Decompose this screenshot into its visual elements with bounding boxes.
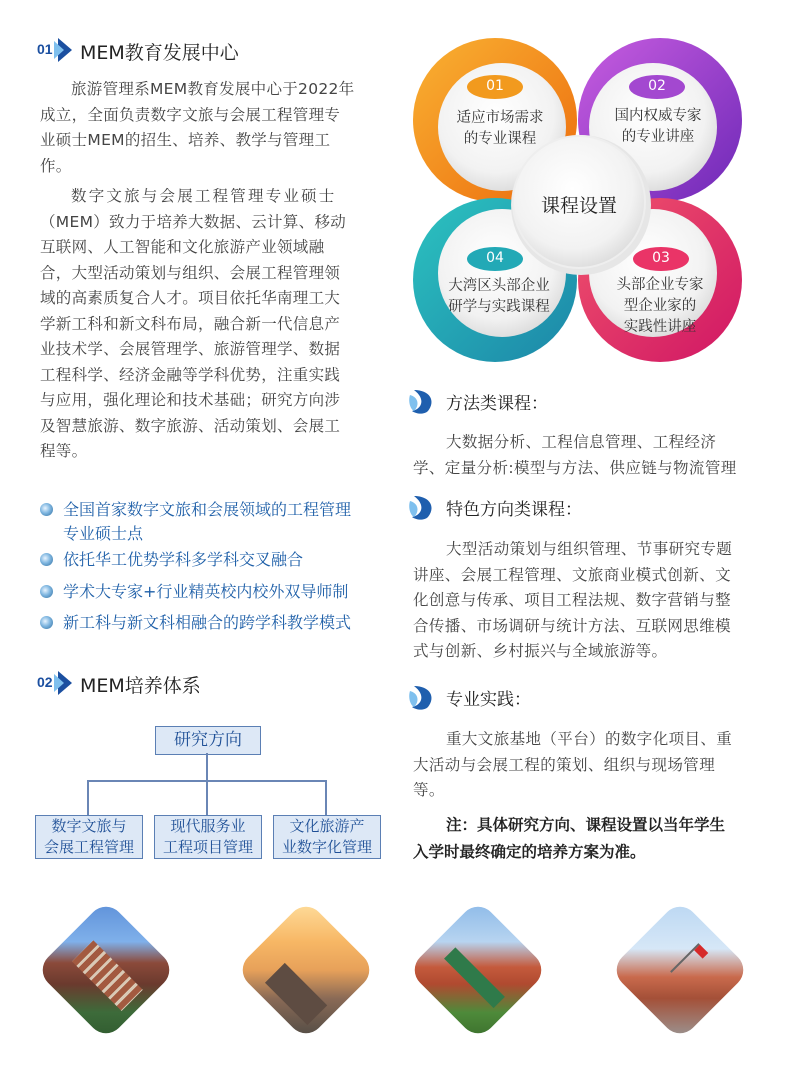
org-child-line: 会展工程管理 (43, 838, 134, 856)
swoosh-icon (408, 387, 438, 415)
feature-bullet (40, 498, 351, 546)
org-child-box (273, 815, 381, 859)
bullet-dot-icon (40, 585, 53, 598)
bullet-text-line: 学术大专家+行业精英校内校外双导师制 (63, 582, 349, 601)
curriculum-center-label: 课程设置 (540, 195, 617, 217)
petal-text-03 (600, 275, 720, 338)
petal-text-02 (598, 106, 718, 148)
bullet-text-line: 专业硕士点 (63, 524, 144, 543)
campus-photo-1 (35, 899, 176, 1040)
practice-title: 专业实践： (446, 689, 531, 710)
para2-line: 域的高素质复合人才。项目依托华南理工大 (40, 289, 341, 307)
practice-body (413, 727, 758, 804)
practice-line: 重大文旅基地（平台）的数字化项目、重 (446, 730, 733, 748)
featured-title: 特色方向类课程： (446, 499, 582, 520)
section1-number: 01 (37, 41, 53, 57)
para1-line: 业硕士MEM的招生、培养、教学与管理工 (40, 131, 331, 149)
swoosh-icon (408, 683, 438, 711)
petal-line: 的专业讲座 (621, 129, 695, 145)
para2-line: 互联网、人工智能和文化旅游产业领域融 (40, 238, 325, 256)
org-child-line: 业数字化管理 (281, 838, 372, 856)
petal-number-02: 02 (648, 78, 666, 94)
petal-number-04: 04 (486, 250, 504, 266)
methods-line: 学、定量分析:模型与方法、供应链与物流管理 (413, 458, 737, 477)
section2-arrow-accent-icon (54, 674, 64, 692)
petal-line: 实践性讲座 (623, 319, 697, 335)
intro-paragraph-1 (40, 77, 380, 179)
org-child-line: 数字文旅与 (51, 817, 127, 835)
org-child-box (154, 815, 262, 859)
petal-line: 适应市场需求 (456, 110, 544, 126)
campus-photo-2 (235, 899, 376, 1040)
feature-bullet (40, 548, 303, 572)
featured-body (413, 537, 758, 665)
para2-line: 工程科学、经济金融等学科优势，注重实践 (40, 365, 341, 384)
bullet-dot-icon (40, 503, 53, 516)
petal-line: 大湾区头部企业 (448, 278, 550, 294)
feature-bullet (40, 580, 348, 604)
petal-number-03: 03 (652, 250, 670, 266)
petal-text-01 (440, 108, 560, 150)
org-root-box (155, 726, 261, 755)
note-line: 注：具体研究方向、课程设置以当年学生 (446, 816, 726, 834)
section1-title: MEM教育发展中心 (80, 42, 239, 64)
org-connector (206, 753, 208, 781)
para1-line: 旅游管理系MEM教育发展中心于2022年 (71, 80, 355, 98)
bullet-text-line: 依托华工优势学科多学科交叉融合 (63, 550, 304, 569)
swoosh-icon (408, 493, 438, 521)
methods-body (413, 430, 758, 481)
note-text (413, 812, 758, 866)
petal-line: 国内权威专家 (614, 108, 702, 124)
featured-line: 合传播、市场调研与统计方法、互联网思维模 (413, 616, 732, 635)
org-root-label: 研究方向 (174, 730, 242, 750)
petal-line: 的专业课程 (463, 131, 537, 147)
featured-line: 大型活动策划与组织管理、节事研究专题 (446, 540, 733, 558)
petal-number-01: 01 (486, 78, 504, 94)
org-child-line: 现代服务业 (170, 817, 246, 835)
featured-heading (408, 493, 582, 521)
para2-line: 学新工科和新文科布局，融合新一代信息产 (40, 314, 341, 333)
methods-line: 大数据分析、工程信息管理、工程经济 (446, 433, 717, 451)
methods-title: 方法类课程： (446, 393, 548, 414)
featured-line: 化创意与传承、项目工程法规、数字营销与整 (413, 591, 732, 609)
org-child-line: 工程项目管理 (162, 838, 253, 856)
note-line: 入学时最终确定的培养方案为准。 (413, 843, 646, 861)
org-connector (206, 780, 208, 816)
bullet-dot-icon (40, 553, 53, 566)
para2-line: 数字文旅与会展工程管理专业硕士 (71, 187, 337, 205)
featured-line: 讲座、会展工程管理、文旅商业模式创新、文 (413, 565, 732, 584)
para1-line: 成立，全面负责数字文旅与会展工程管理专 (40, 105, 341, 124)
bullet-text-line: 全国首家数字文旅和会展领域的工程管理 (63, 500, 352, 519)
bullet-dot-icon (40, 616, 53, 629)
methods-heading (408, 387, 548, 415)
petal-line: 头部企业专家 (616, 277, 704, 293)
org-child-box (35, 815, 143, 859)
org-connector (87, 780, 89, 816)
para2-line: 程等。 (40, 442, 88, 460)
section2-number: 02 (37, 674, 53, 690)
petal-line: 研学与实践课程 (448, 299, 550, 315)
practice-heading (408, 683, 531, 711)
para2-line: 及智慧旅游、数字旅游、活动策划、会展工 (40, 416, 341, 435)
bullet-text-line: 新工科与新文科相融合的跨学科教学模式 (63, 613, 352, 632)
section1-arrow-accent-icon (54, 41, 64, 59)
campus-photo-4 (609, 899, 750, 1040)
para2-line: 与应用，强化理论和技术基础；研究方向涉 (40, 391, 341, 409)
intro-paragraph-2 (40, 184, 380, 465)
para2-line: 合，大型活动策划与组织、会展工程管理领 (40, 263, 341, 282)
para1-line: 作。 (40, 156, 72, 175)
org-connector (325, 780, 327, 816)
practice-line: 大活动与会展工程的策划、组织与现场管理 (413, 755, 716, 774)
section2-title: MEM培养体系 (80, 675, 201, 697)
para2-line: 业技术学、会展管理学、旅游管理学、数据 (40, 340, 341, 358)
featured-line: 式与创新、乡村振兴与全域旅游等。 (413, 642, 668, 660)
petal-text-04 (433, 276, 565, 318)
para2-line: （MEM）致力于培养大数据、云计算、移动 (40, 212, 347, 231)
feature-bullet (40, 611, 351, 635)
campus-photo-3 (407, 899, 548, 1040)
practice-line: 等。 (413, 781, 445, 799)
petal-line: 型企业家的 (623, 298, 697, 314)
org-child-line: 文化旅游产 (289, 817, 365, 835)
